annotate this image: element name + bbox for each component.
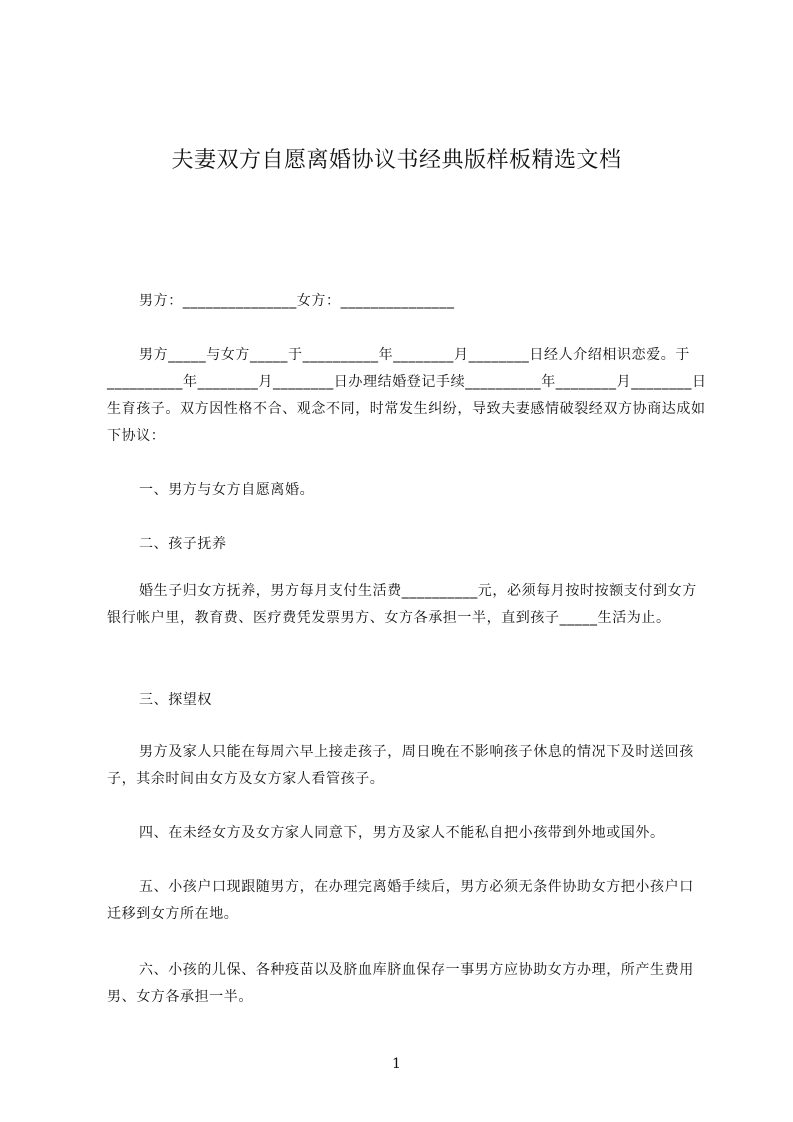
clause-2-heading: 二、孩子抚养 <box>139 536 227 552</box>
clause-5: 五、小孩户口现跟随男方，在办理完离婚手续后，男方必须无条件协助女方把小孩户口迁移到女方所在地。 <box>107 879 694 922</box>
page-number: 1 <box>392 1056 401 1072</box>
clause-4: 四、在未经女方及女方家人同意下，男方及家人不能私自把小孩带到外地或国外。 <box>139 825 665 841</box>
intro-paragraph: 男方_____与女方_____于__________年________月________日经人介绍相识恋爱。于__________年________月________日办理结婚登记手续__________年________月________日生育孩子。双方因性格不合、观念不同，时常发生纠纷，导致夫妻感情破裂经双方协商达成如下协议： <box>107 347 707 444</box>
clause-2-body: 婚生子归女方抚养，男方每月支付生活费__________元，必须每月按时按额支付到女方银行帐户里，教育费、医疗费凭发票男方、女方各承担一半，直到孩子_____生活为止。 <box>107 583 697 626</box>
clause-1: 一、男方与女方自愿离婚。 <box>139 482 315 498</box>
clause-6: 六、小孩的儿保、各种疫苗以及脐血库脐血保存一事男方应协助女方办理，所产生费用男、女方各承担一半。 <box>107 962 694 1005</box>
clause-3-heading: 三、探望权 <box>139 692 212 708</box>
document-title: 夫妻双方自愿离婚协议书经典版样板精选文档 <box>171 148 622 173</box>
clause-3-body: 男方及家人只能在每周六早上接走孩子，周日晚在不影响孩子休息的情况下及时送回孩子，其余时间由女方及女方家人看管孩子。 <box>107 744 694 787</box>
parties-line: 男方：_______________女方：_______________ <box>139 293 455 309</box>
